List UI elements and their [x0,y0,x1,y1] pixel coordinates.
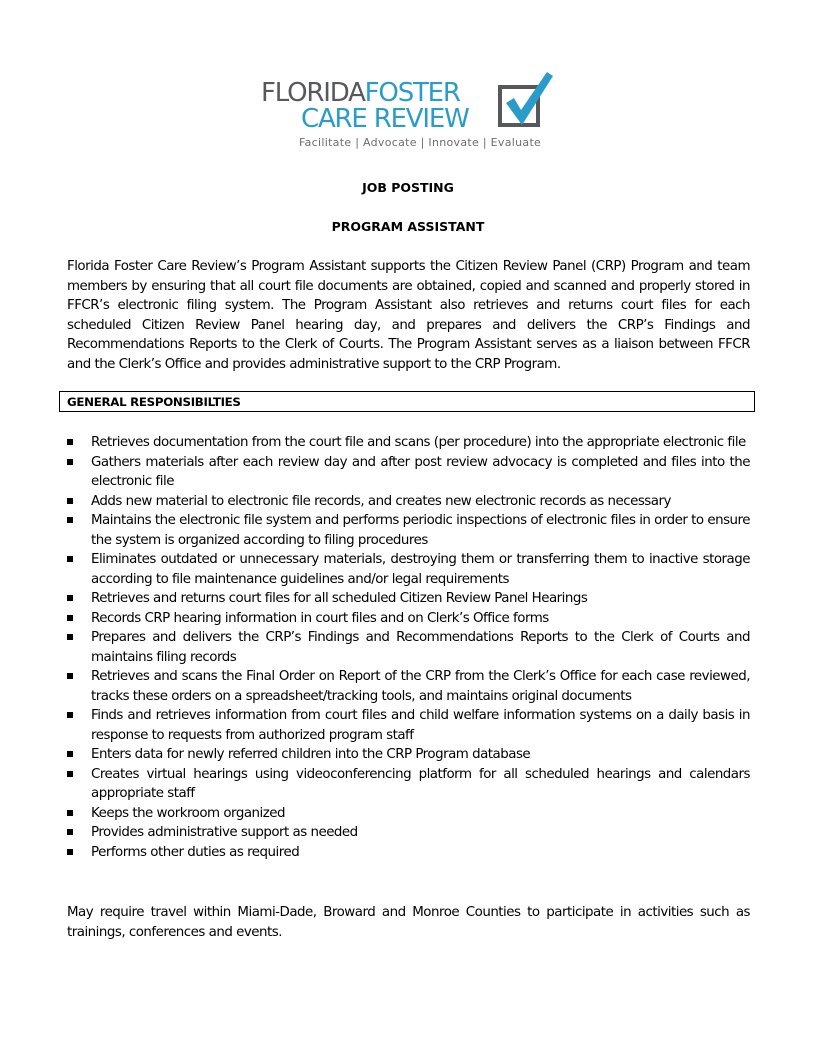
list-item-text: Retrieves documentation from the court file and scans (per procedure) into the appropriate electronic file [91,435,746,450]
list-item [67,765,750,804]
bullet-icon [67,556,73,562]
list-item [67,628,750,667]
bullet-icon [67,517,73,523]
bullet-icon [67,849,73,855]
responsibilities-list [67,433,750,862]
ffcr-logo [259,70,559,152]
list-item [67,511,750,550]
position-title: PROGRAM ASSISTANT [331,219,485,234]
list-item [67,433,750,453]
intro-paragraph: Florida Foster Care Review’s Program Assistant supports the Citizen Review Panel (CRP) Program and team members by ensuring that all court file documents are obtained, copied and scanned and properly stored in FFCR’s electronic filing system. The Program Assistant also retrieves and returns court files for each scheduled Citizen Review Panel hearing day, and prepares and delivers the CRP’s Findings and Recommendations Reports to the Clerk of Courts. The Program Assistant serves as a liaison between FFCR and the Clerk’s Office and provides administrative support to the CRP Program. [67,259,750,372]
list-item-text: Maintains the electronic file system and performs periodic inspections of electronic files in order to ensure the system is organized according to filing procedures [91,513,750,548]
job-posting-heading: JOB POSTING [362,180,454,195]
list-item-text: Enters data for newly referred children into the CRP Program database [91,747,531,762]
list-item [67,589,750,609]
logo-text-line1 [261,80,460,106]
section-header-box [59,391,755,412]
bullet-icon [67,459,73,465]
list-item [67,550,750,589]
list-item-text: Prepares and delivers the CRP’s Findings and Recommendations Reports to the Clerk of Courts and maintains filing records [91,630,750,665]
list-item-text: Gathers materials after each review day and after post review advocacy is completed and files into the electronic file [91,454,750,489]
list-item-text: Adds new material to electronic file records, and creates new electronic records as necessary [91,493,671,509]
list-item [67,492,750,512]
list-item-text: Finds and retrieves information from court files and child welfare information systems on a daily basis in response to requests from authorized program staff [91,708,750,743]
list-item [67,609,750,629]
list-item-text: Creates virtual hearings using videoconferencing platform for all scheduled hearings and calendars appropriate staff [91,766,750,801]
list-item [67,823,750,843]
checkbox-check-icon [497,70,555,130]
list-item-text: Performs other duties as required [91,844,300,860]
logo-florida: FLORIDA [261,78,365,108]
list-item [67,453,750,492]
list-item-text: Retrieves and scans the Final Order on Report of the CRP from the Clerk’s Office for each case reviewed, tracks these orders on a spreadsheet/tracking tools, and maintains original documents [91,669,750,704]
list-item-text: Provides administrative support as needed [91,825,358,840]
bullet-icon [67,810,73,816]
bullet-icon [67,439,73,445]
bullet-icon [67,673,73,679]
list-item-text: Keeps the workroom organized [91,805,285,821]
list-item [67,804,750,824]
bullet-icon [67,595,73,601]
bullet-icon [67,634,73,640]
list-item-text: Retrieves and returns court files for all scheduled Citizen Review Panel Hearings [91,591,588,606]
logo-text-line2: CARE REVIEW [301,104,469,134]
bullet-icon [67,829,73,835]
logo-tagline: Facilitate | Advocate | Innovate | Evaluate [299,136,542,149]
list-item [67,706,750,745]
closing-paragraph: May require travel within Miami-Dade, Broward and Monroe Counties to participate in activities such as trainings, conferences and events. [67,905,750,940]
bullet-icon [67,771,73,777]
logo-foster: FOSTER [364,78,460,108]
list-item-text: Eliminates outdated or unnecessary materials, destroying them or transferring them to inactive storage according to file maintenance guidelines and/or legal requirements [91,552,750,587]
list-item [67,843,750,863]
list-item-text: Records CRP hearing information in court files and on Clerk’s Office forms [91,610,549,626]
section-title: GENERAL RESPONSIBILTIES [67,395,241,409]
bullet-icon [67,615,73,621]
bullet-icon [67,751,73,757]
bullet-icon [67,498,73,504]
bullet-icon [67,712,73,718]
list-item [67,745,750,765]
list-item [67,667,750,706]
